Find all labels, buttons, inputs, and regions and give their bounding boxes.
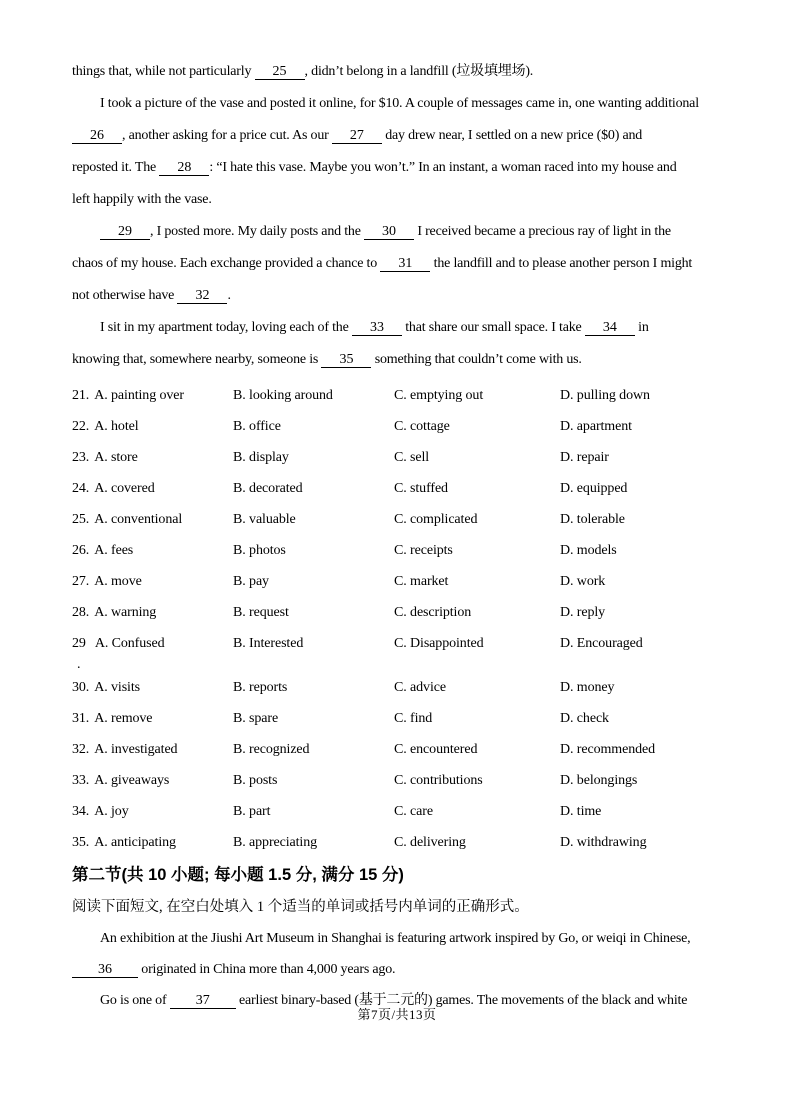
option-text: C. encountered xyxy=(394,742,478,757)
option-text: D. pulling down xyxy=(560,388,650,403)
option-cell xyxy=(233,473,394,504)
question-number: 35. xyxy=(72,835,90,850)
option-cell xyxy=(233,380,394,411)
option-text: B. valuable xyxy=(233,512,296,527)
option-row xyxy=(72,566,722,597)
option-cell xyxy=(560,672,722,703)
option-row xyxy=(72,535,722,566)
passage-line: An exhibition at the Jiushi Art Museum in Shanghai is featuring artwork inspired by Go, or weiqi in Chinese, xyxy=(100,931,691,946)
option-text: D. equipped xyxy=(560,481,628,496)
option-cell xyxy=(72,504,233,535)
blank-27: 27 xyxy=(332,128,382,144)
option-text: B. pay xyxy=(233,574,269,589)
blank-31: 31 xyxy=(380,256,430,272)
option-text: D. money xyxy=(560,680,615,695)
page-number: 第7页/共13页 xyxy=(357,1007,437,1022)
passage-line: chaos of my house. Each exchange provided a chance to 31 the landfill and to please another person I might xyxy=(72,256,693,271)
option-cell xyxy=(560,535,722,566)
question-number: 23. xyxy=(72,450,90,465)
option-text: D. withdrawing xyxy=(560,835,647,850)
option-row xyxy=(72,504,722,535)
option-cell xyxy=(560,734,722,765)
option-text: A. joy xyxy=(94,804,129,819)
option-row xyxy=(72,796,722,827)
option-text: A. store xyxy=(94,450,138,465)
option-text: A. Confused xyxy=(94,636,165,651)
option-cell xyxy=(394,473,560,504)
option-cell xyxy=(560,566,722,597)
passage-line: things that, while not particularly 25 , didn’t belong in a landfill (垃圾填埋场). xyxy=(72,64,534,79)
passage-line: left happily with the vase. xyxy=(72,192,212,207)
option-row xyxy=(72,411,722,442)
option-cell xyxy=(394,703,560,734)
question-number: 34. xyxy=(72,804,90,819)
option-row xyxy=(72,703,722,734)
option-text: A. painting over xyxy=(94,388,184,403)
option-text: C. description xyxy=(394,605,472,620)
option-text: D. tolerable xyxy=(560,512,625,527)
option-cell xyxy=(233,796,394,827)
passage-line: not otherwise have 32 . xyxy=(72,288,231,303)
option-cell xyxy=(560,703,722,734)
blank-32: 32 xyxy=(177,288,227,304)
option-cell xyxy=(560,473,722,504)
option-cell xyxy=(72,535,233,566)
option-cell xyxy=(394,672,560,703)
option-cell xyxy=(72,566,233,597)
option-cell xyxy=(72,827,233,858)
option-cell xyxy=(72,442,233,473)
option-text: C. sell xyxy=(394,450,430,465)
option-cell xyxy=(233,566,394,597)
option-text: A. anticipating xyxy=(94,835,176,850)
option-text: B. request xyxy=(233,605,289,620)
option-text: D. Encouraged xyxy=(560,636,643,651)
question-number: 30. xyxy=(72,680,90,695)
option-row xyxy=(72,827,722,858)
option-text: C. cottage xyxy=(394,419,450,434)
option-text: A. move xyxy=(94,574,142,589)
option-cell xyxy=(233,535,394,566)
option-text: D. reply xyxy=(560,605,606,620)
option-row xyxy=(72,628,722,672)
option-cell xyxy=(233,765,394,796)
option-text: A. giveaways xyxy=(94,773,170,788)
passage-line: 36 originated in China more than 4,000 years ago. xyxy=(72,954,722,985)
option-text: B. part xyxy=(233,804,271,819)
passage-line: I sit in my apartment today, loving each of the 33 that share our small space. I take 34 in xyxy=(100,320,649,335)
option-cell xyxy=(394,566,560,597)
passage-line: knowing that, somewhere nearby, someone is 35 something that couldn’t come with us. xyxy=(72,352,582,367)
option-cell xyxy=(560,827,722,858)
option-text: D. repair xyxy=(560,450,609,465)
option-row xyxy=(72,734,722,765)
blank-30: 30 xyxy=(364,224,414,240)
option-cell xyxy=(394,796,560,827)
option-text: C. receipts xyxy=(394,543,453,558)
section2-instruction: 阅读下面短文, 在空白处填入 1 个适当的单词或括号内单词的正确形式。 xyxy=(72,899,529,915)
option-text: B. decorated xyxy=(233,481,303,496)
blank-37: 37 xyxy=(170,993,236,1009)
option-text: C. contributions xyxy=(394,773,483,788)
cloze-options-table xyxy=(72,380,722,858)
option-text: B. looking around xyxy=(233,388,333,403)
option-cell xyxy=(72,473,233,504)
option-text: B. reports xyxy=(233,680,288,695)
section2-heading: 第二节(共 10 小题; 每小题 1.5 分, 满分 15 分) xyxy=(72,866,404,884)
option-text: D. apartment xyxy=(560,419,632,434)
question-number: 32. xyxy=(72,742,90,757)
option-text: C. delivering xyxy=(394,835,466,850)
question-number: 25. xyxy=(72,512,90,527)
question-number: 31. xyxy=(72,711,90,726)
blank-36: 36 xyxy=(72,962,138,978)
option-text: B. Interested xyxy=(233,636,304,651)
option-text: A. warning xyxy=(94,605,157,620)
option-cell xyxy=(233,827,394,858)
blank-26: 26 xyxy=(72,128,122,144)
option-text: C. Disappointed xyxy=(394,636,484,651)
option-cell xyxy=(72,672,233,703)
question-number: 27. xyxy=(72,574,90,589)
option-text: D. belongings xyxy=(560,773,638,788)
grammar-fill-passage xyxy=(72,923,722,1016)
option-cell xyxy=(394,535,560,566)
option-row xyxy=(72,597,722,628)
question-number: 29 . xyxy=(72,636,86,672)
option-cell xyxy=(394,504,560,535)
option-text: A. covered xyxy=(94,481,155,496)
option-cell xyxy=(233,504,394,535)
option-text: A. remove xyxy=(94,711,153,726)
option-cell xyxy=(233,597,394,628)
option-text: C. emptying out xyxy=(394,388,484,403)
option-text: C. find xyxy=(394,711,433,726)
option-cell xyxy=(72,628,233,672)
option-text: D. recommended xyxy=(560,742,656,757)
option-text: C. complicated xyxy=(394,512,478,527)
option-cell xyxy=(560,442,722,473)
option-cell xyxy=(394,597,560,628)
option-cell xyxy=(72,796,233,827)
option-cell xyxy=(394,765,560,796)
option-cell xyxy=(560,796,722,827)
blank-29: 29 xyxy=(100,224,150,240)
option-cell xyxy=(560,597,722,628)
option-text: B. display xyxy=(233,450,289,465)
option-text: A. hotel xyxy=(94,419,139,434)
option-cell xyxy=(72,411,233,442)
passage-line: 26 , another asking for a price cut. As our 27 day drew near, I settled on a new price ($0) and xyxy=(72,120,722,152)
option-cell xyxy=(394,442,560,473)
option-cell xyxy=(72,765,233,796)
option-cell xyxy=(394,827,560,858)
option-cell xyxy=(560,765,722,796)
option-text: C. market xyxy=(394,574,449,589)
passage-line: Go is one of 37 earliest binary-based (基于二元的) games. The movements of the black and white xyxy=(100,993,688,1008)
option-text: B. posts xyxy=(233,773,278,788)
option-text: B. appreciating xyxy=(233,835,318,850)
option-text: A. investigated xyxy=(94,742,178,757)
option-cell xyxy=(233,703,394,734)
option-cell xyxy=(394,411,560,442)
option-cell xyxy=(560,380,722,411)
passage-line: I took a picture of the vase and posted it online, for $10. A couple of messages came in, one wanting additional xyxy=(100,96,699,111)
option-text: B. recognized xyxy=(233,742,310,757)
option-text: D. work xyxy=(560,574,606,589)
question-number: 22. xyxy=(72,419,90,434)
option-text: C. stuffed xyxy=(394,481,448,496)
blank-28: 28 xyxy=(159,160,209,176)
blank-25: 25 xyxy=(255,64,305,80)
option-text: C. care xyxy=(394,804,433,819)
option-row xyxy=(72,473,722,504)
option-cell xyxy=(72,380,233,411)
option-row xyxy=(72,672,722,703)
option-cell xyxy=(233,734,394,765)
option-text: A. visits xyxy=(94,680,140,695)
option-cell xyxy=(233,411,394,442)
passage-line: 29 , I posted more. My daily posts and the 30 I received became a precious ray of light in the xyxy=(72,216,722,248)
option-cell xyxy=(233,442,394,473)
option-cell xyxy=(394,734,560,765)
option-cell xyxy=(72,703,233,734)
option-cell xyxy=(233,672,394,703)
cloze-passage xyxy=(72,56,722,376)
option-row xyxy=(72,442,722,473)
question-number: 28. xyxy=(72,605,90,620)
option-cell xyxy=(233,628,394,672)
question-number: 21. xyxy=(72,388,90,403)
option-cell xyxy=(72,597,233,628)
option-text: D. time xyxy=(560,804,602,819)
option-text: A. fees xyxy=(94,543,134,558)
option-cell xyxy=(394,380,560,411)
option-text: C. advice xyxy=(394,680,446,695)
option-row xyxy=(72,765,722,796)
option-cell xyxy=(72,734,233,765)
question-number: 33. xyxy=(72,773,90,788)
option-cell xyxy=(560,504,722,535)
question-number: 26. xyxy=(72,543,90,558)
option-text: B. spare xyxy=(233,711,279,726)
option-text: B. office xyxy=(233,419,281,434)
option-text: D. check xyxy=(560,711,609,726)
blank-33: 33 xyxy=(352,320,402,336)
passage-line: reposted it. The 28 : “I hate this vase. Maybe you won’t.” In an instant, a woman raced into my house and xyxy=(72,160,677,175)
question-number: 24. xyxy=(72,481,90,496)
option-text: B. photos xyxy=(233,543,286,558)
option-row xyxy=(72,380,722,411)
option-cell xyxy=(394,628,560,672)
option-cell xyxy=(560,628,722,672)
option-cell xyxy=(560,411,722,442)
blank-35: 35 xyxy=(321,352,371,368)
option-text: D. models xyxy=(560,543,617,558)
blank-34: 34 xyxy=(585,320,635,336)
option-text: A. conventional xyxy=(94,512,183,527)
